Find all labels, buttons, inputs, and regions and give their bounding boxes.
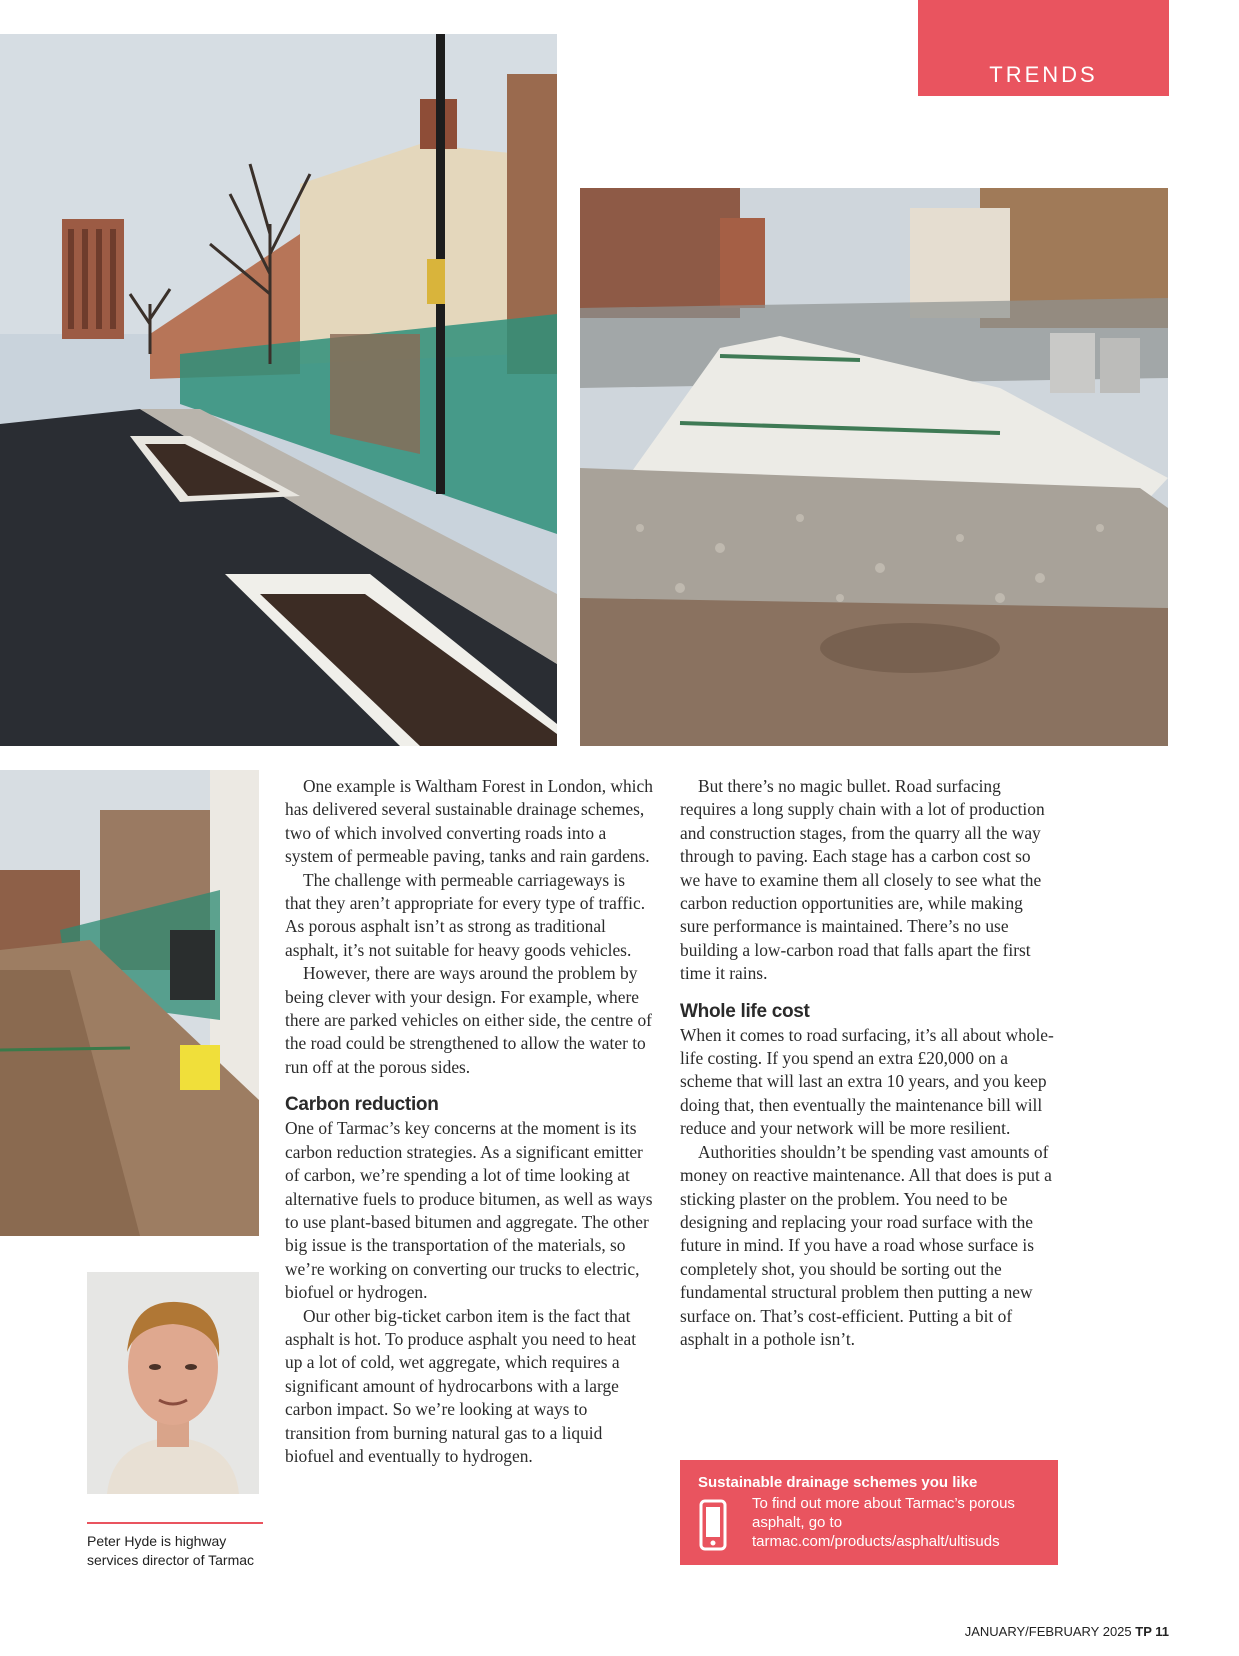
paragraph: One of Tarmac’s key concerns at the moment is its carbon reduction strategies. As a significant emitter of carbon, we’re spending a lot of time looking at alternative fuels to produce bitumen, as well as ways to use plant-based bitumen and aggregate. The other big issue is the transportation of the materials, so we’re working on converting our trucks to electric, biofuel or hydrogen. bbox=[285, 1118, 653, 1303]
paragraph: When it comes to road surfacing, it’s all about whole-life costing. If you spend an extra £20,000 on a scheme that will last an extra 10 years, and you keep doing that, then eventually the maintenance bill will reduce and your network will be more resilient. bbox=[680, 1024, 1054, 1139]
callout-box bbox=[680, 1460, 1058, 1565]
subheading-whole-life-cost: Whole life cost bbox=[680, 1000, 810, 1022]
paragraph: The challenge with permeable carriageways is that they aren’t appropriate for every type of traffic. As porous asphalt isn’t as strong as traditional asphalt, it’s not suitable for heavy goods vehicles. bbox=[285, 869, 646, 960]
paragraph: But there’s no magic bullet. Road surfacing requires a long supply chain with a lot of production and construction stages, from the quarry all the way through to paving. Each stage has a carbon cost so we have to examine them all closely to see what the carbon reduction opportunities are, while making sure performance is maintained. There’s no use building a low-carbon road that falls apart the first time it rains. bbox=[680, 776, 1045, 984]
caption-rule bbox=[87, 1522, 263, 1524]
photo-portrait bbox=[87, 1272, 259, 1494]
smartphone-icon bbox=[698, 1498, 728, 1552]
paragraph: Authorities shouldn’t be spending vast amounts of money on reactive maintenance. All that does is put a sticking plaster on the problem. You need to be designing and replacing your road surface with the future in mind. If you have a road whose surface is completely shot, you should be sorting out the fundamental structural problem then putting a new surface on. That’s cost-efficient. Putting a bit of asphalt in a pothole isn’t. bbox=[680, 1141, 1052, 1349]
page-number: TP 11 bbox=[1135, 1624, 1169, 1639]
paragraph: Our other big-ticket carbon item is the fact that asphalt is hot. To produce asphalt you need to heat up a lot of cold, wet aggregate, which requires a significant amount of hydrocarbons with a large carbon impact. So we’re looking at ways to transition from burning natural gas to a liquid biofuel and eventually to hydrogen. bbox=[285, 1305, 637, 1466]
section-tab: TRENDS bbox=[918, 0, 1169, 96]
issue-date: JANUARY/FEBRUARY 2025 bbox=[964, 1624, 1132, 1639]
callout-title: Sustainable drainage schemes you like bbox=[698, 1474, 978, 1491]
body-column-1 bbox=[285, 775, 655, 1468]
body-column-2 bbox=[680, 775, 1055, 1351]
paragraph: One example is Waltham Forest in London, which has delivered several sustainable drainage schemes, two of which involved converting roads into a system of permeable paving, tanks and rain gardens. bbox=[285, 776, 653, 867]
subheading-carbon-reduction: Carbon reduction bbox=[285, 1094, 439, 1116]
paragraph: However, there are ways around the problem by being clever with your design. For example, where there are parked vehicles on either side, the centre of the road could be strengthened to allow the water to run off at the porous sides. bbox=[285, 963, 652, 1077]
photo-trench bbox=[0, 770, 259, 1236]
portrait-caption: Peter Hyde is highway services director of Tarmac bbox=[87, 1533, 255, 1568]
callout-body: To find out more about Tarmac’s porous asphalt, go to tarmac.com/products/asphalt/ultisuds bbox=[752, 1495, 1015, 1550]
photo-construction-membrane bbox=[580, 188, 1168, 746]
page-footer bbox=[0, 1624, 1169, 1639]
photo-asphalt-street bbox=[0, 34, 557, 746]
